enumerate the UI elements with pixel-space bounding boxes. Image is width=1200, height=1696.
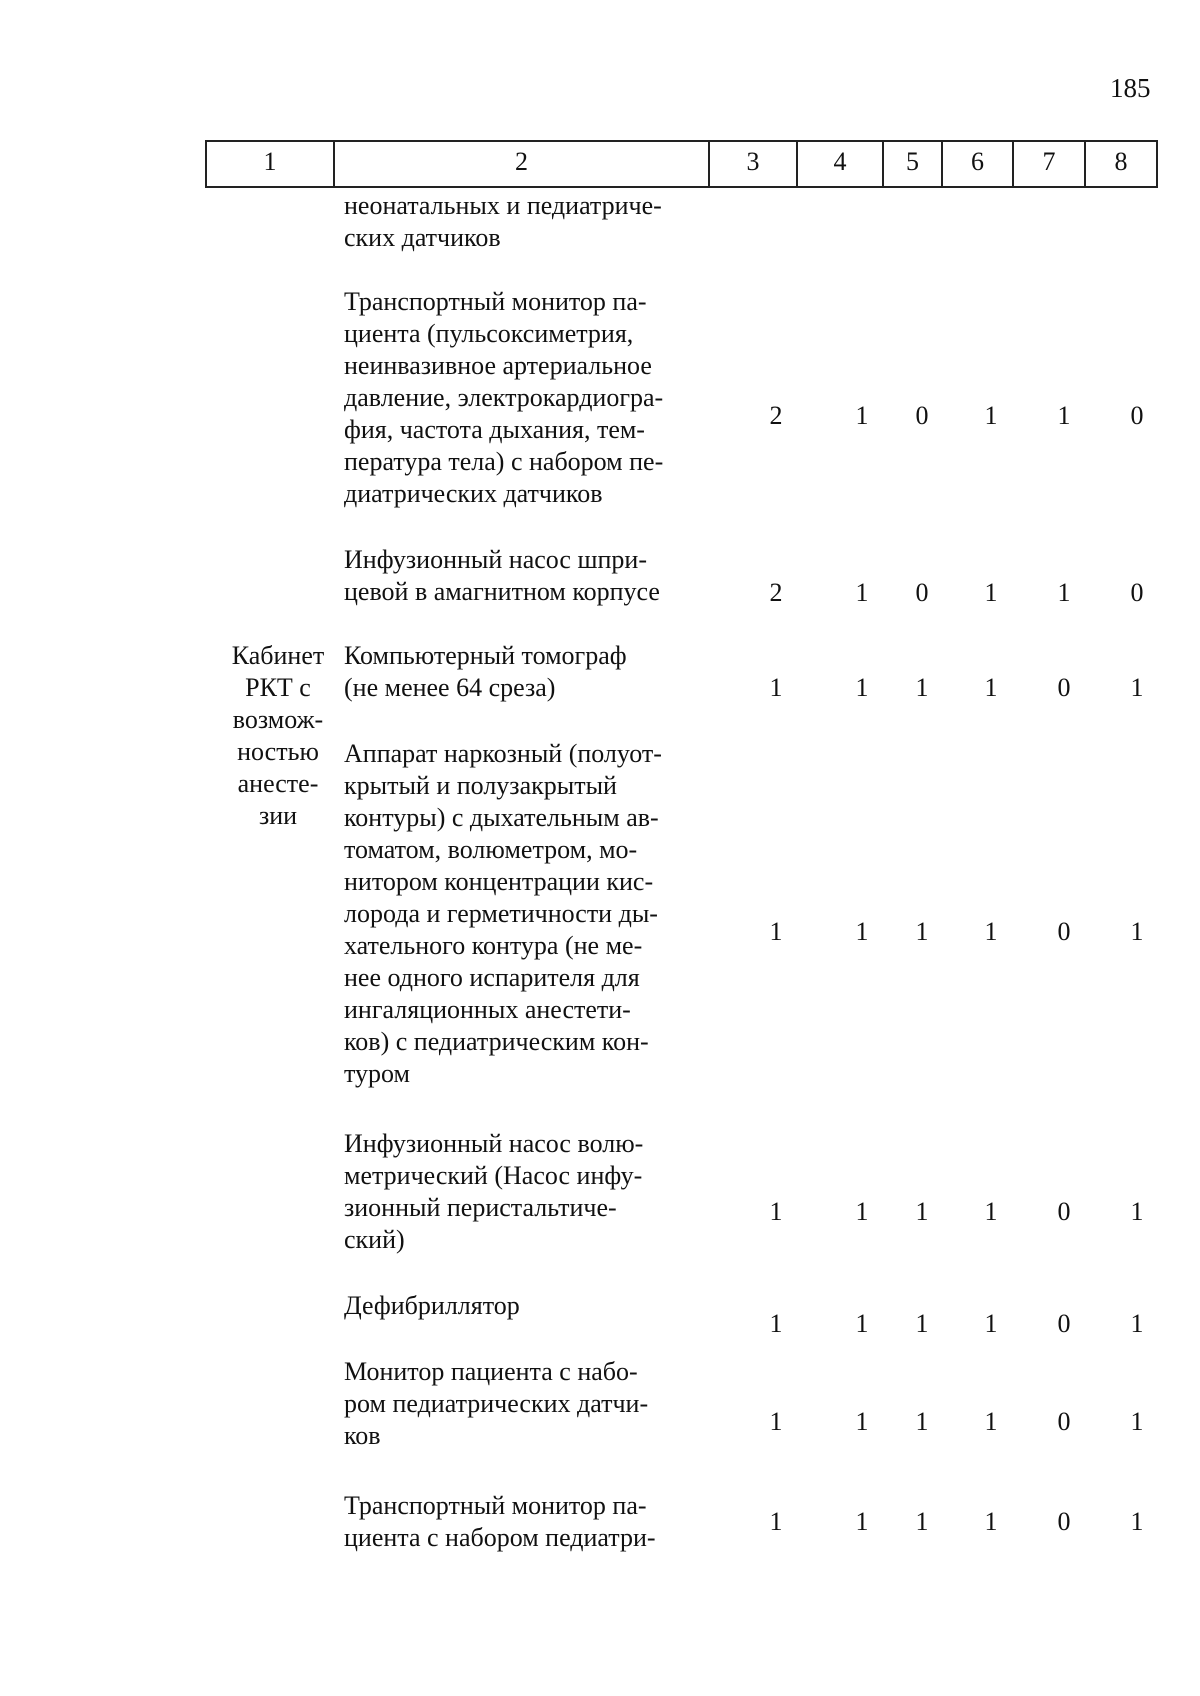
value-col-8: 1: [1130, 1309, 1144, 1338]
value-col-7: 0: [1057, 673, 1071, 702]
value-col-4: 1: [855, 917, 869, 946]
value-col-4: 1: [855, 578, 869, 607]
row-description: [344, 1490, 699, 1554]
row-description: [344, 1356, 699, 1452]
column-header-1: 1: [205, 140, 335, 188]
value-col-7: 1: [1057, 578, 1071, 607]
value-col-8: 0: [1130, 578, 1144, 607]
column-header-8: 8: [1086, 140, 1158, 188]
description-line: неинвазивное артериальное: [344, 351, 652, 380]
description-line: фия, частота дыхания, тем-: [344, 415, 645, 444]
description-line: Дефибриллятор: [344, 1291, 520, 1320]
value-col-4: 1: [855, 673, 869, 702]
section-label-line: возмож-: [232, 705, 324, 734]
value-col-8: 1: [1130, 917, 1144, 946]
column-header-4: 4: [798, 140, 884, 188]
value-col-4: 1: [855, 401, 869, 430]
row-description: [344, 640, 699, 704]
value-col-3: 1: [769, 1197, 783, 1226]
value-col-3: 1: [769, 1407, 783, 1436]
value-col-8: 1: [1130, 1407, 1144, 1436]
description-line: Транспортный монитор па-: [344, 1491, 647, 1520]
description-line: диатрических датчиков: [344, 479, 603, 508]
value-col-8: 0: [1130, 401, 1144, 430]
column-header-6: 6: [943, 140, 1014, 188]
description-line: циента с набором педиатри-: [344, 1523, 656, 1552]
value-col-3: 1: [769, 673, 783, 702]
value-col-5: 1: [915, 1507, 929, 1536]
value-col-6: 1: [984, 1507, 998, 1536]
value-col-3: 2: [769, 401, 783, 430]
value-col-5: 1: [915, 673, 929, 702]
description-line: лорода и герметичности ды-: [344, 899, 658, 928]
section-label-line: зии: [258, 801, 298, 830]
column-header-2: 2: [335, 140, 710, 188]
description-line: неонатальных и педиатриче-: [344, 191, 662, 220]
description-line: ский): [344, 1225, 405, 1254]
value-col-7: 0: [1057, 1407, 1071, 1436]
description-line: цевой в амагнитном корпусе: [344, 577, 660, 606]
description-line: ков: [344, 1421, 381, 1450]
value-col-6: 1: [984, 401, 998, 430]
row-description: [344, 544, 699, 608]
value-col-4: 1: [855, 1197, 869, 1226]
row-description: [344, 1290, 699, 1322]
description-line: хательного контура (не ме-: [344, 931, 643, 960]
description-line: метрический (Насос инфу-: [344, 1161, 643, 1190]
section-label: [208, 640, 348, 832]
description-line: Компьютерный томограф: [344, 641, 627, 670]
section-label-line: Кабинет: [231, 641, 325, 670]
section-label-line: ностью: [237, 737, 319, 766]
value-col-6: 1: [984, 1197, 998, 1226]
description-line: Монитор пациента с набо-: [344, 1357, 638, 1386]
value-col-5: 1: [915, 1309, 929, 1338]
value-col-6: 1: [984, 578, 998, 607]
description-line: зионный перистальтиче-: [344, 1193, 617, 1222]
value-col-5: 1: [915, 1407, 929, 1436]
value-col-7: 0: [1057, 1507, 1071, 1536]
row-description: [344, 1128, 699, 1256]
description-line: томатом, волюметром, мо-: [344, 835, 638, 864]
description-line: ских датчиков: [344, 223, 501, 252]
value-col-6: 1: [984, 917, 998, 946]
description-line: нее одного испарителя для: [344, 963, 640, 992]
value-col-4: 1: [855, 1507, 869, 1536]
value-col-7: 0: [1057, 1197, 1071, 1226]
page-number: 185: [1110, 73, 1151, 103]
description-line: ков) с педиатрическим кон-: [344, 1027, 649, 1056]
description-line: крытый и полузакрытый: [344, 771, 617, 800]
value-col-5: 1: [915, 1197, 929, 1226]
description-line: (не менее 64 среза): [344, 673, 556, 702]
description-line: Инфузионный насос волю-: [344, 1129, 644, 1158]
value-col-3: 1: [769, 917, 783, 946]
description-line: ром педиатрических датчи-: [344, 1389, 649, 1418]
value-col-7: 0: [1057, 917, 1071, 946]
description-line: нитором концентрации кис-: [344, 867, 654, 896]
column-header-3: 3: [710, 140, 798, 188]
value-col-3: 2: [769, 578, 783, 607]
description-line: Аппарат наркозный (полуот-: [344, 739, 662, 768]
value-col-4: 1: [855, 1407, 869, 1436]
description-line: ингаляционных анестети-: [344, 995, 631, 1024]
row-description: [344, 738, 699, 1090]
value-col-4: 1: [855, 1309, 869, 1338]
value-col-5: 0: [915, 578, 929, 607]
section-label-line: РКТ с: [245, 673, 311, 702]
value-col-8: 1: [1130, 673, 1144, 702]
value-col-6: 1: [984, 673, 998, 702]
description-line: контуры) с дыхательным ав-: [344, 803, 659, 832]
value-col-6: 1: [984, 1407, 998, 1436]
description-line: Транспортный монитор па-: [344, 287, 647, 316]
description-line: Инфузионный насос шпри-: [344, 545, 647, 574]
value-col-3: 1: [769, 1309, 783, 1338]
description-line: циента (пульсоксиметрия,: [344, 319, 634, 348]
description-line: туром: [344, 1059, 410, 1088]
row-description: [344, 286, 699, 510]
value-col-5: 0: [915, 401, 929, 430]
column-header-7: 7: [1014, 140, 1086, 188]
value-col-3: 1: [769, 1507, 783, 1536]
description-line: пература тела) с набором пе-: [344, 447, 664, 476]
value-col-8: 1: [1130, 1507, 1144, 1536]
value-col-5: 1: [915, 917, 929, 946]
section-label-line: анесте-: [237, 769, 319, 798]
value-col-7: 1: [1057, 401, 1071, 430]
column-header-5: 5: [884, 140, 943, 188]
row-description: [344, 190, 699, 254]
description-line: давление, электрокардиогра-: [344, 383, 664, 412]
value-col-8: 1: [1130, 1197, 1144, 1226]
value-col-7: 0: [1057, 1309, 1071, 1338]
value-col-6: 1: [984, 1309, 998, 1338]
